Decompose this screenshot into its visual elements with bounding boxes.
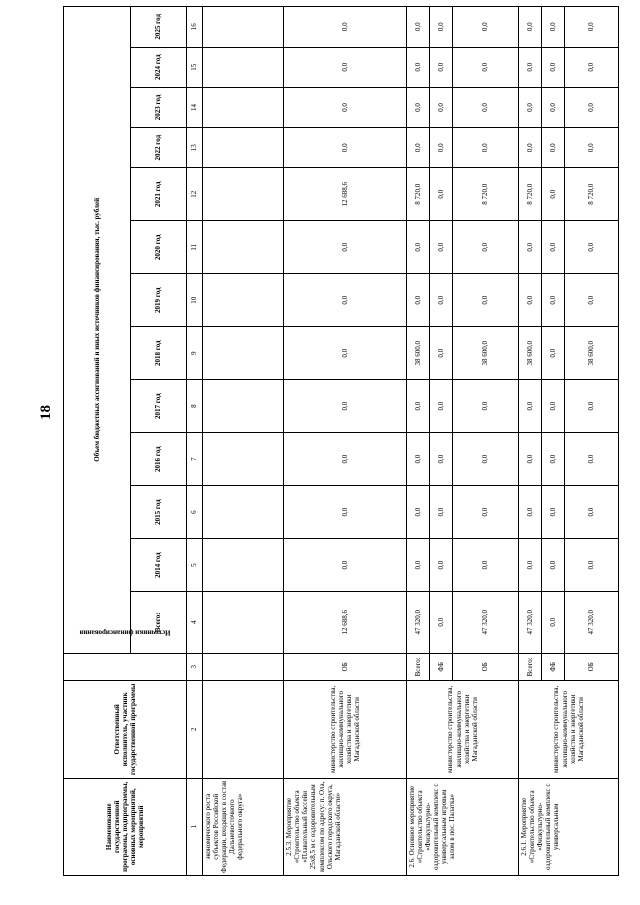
measure-261-value: 0,0 <box>519 486 542 539</box>
measure-253-value: 0,0 <box>284 433 407 486</box>
measure-26-value: 0,0 <box>406 486 429 539</box>
header-executor: Ответственный исполнитель, участник государственной программы <box>64 681 187 778</box>
measure-253-value: 0,0 <box>284 327 407 380</box>
measure-261-value: 0,0 <box>542 433 565 486</box>
measure-26-source: ФБ <box>429 653 452 681</box>
header-name: Наименование государственной программы, подпрограммы, основных мероприятий, мероприятий <box>64 778 187 875</box>
empty-cell <box>203 168 284 221</box>
measure-261-value: 0,0 <box>564 486 618 539</box>
measure-26-value: 0,0 <box>429 87 452 127</box>
col-number: 5 <box>186 539 203 592</box>
measure-253-value: 12 688,6 <box>284 168 407 221</box>
empty-cell <box>203 7 284 48</box>
measure-26-value: 0,0 <box>429 221 452 274</box>
header-year-2023: 2023 год <box>130 87 186 127</box>
col-number: 1 <box>186 778 203 875</box>
measure-26-value: 0,0 <box>406 47 429 87</box>
measure-26-value: 0,0 <box>406 87 429 127</box>
measure-261-value: 0,0 <box>564 221 618 274</box>
measure-261-value: 0,0 <box>564 274 618 327</box>
col-number: 4 <box>186 592 203 653</box>
measure-26-value: 0,0 <box>429 592 452 653</box>
budget-table-rotated <box>63 6 619 876</box>
measure-253-value: 0,0 <box>284 47 407 87</box>
empty-cell <box>203 592 284 653</box>
measure-261-value: 47 320,0 <box>519 592 542 653</box>
empty-cell <box>203 128 284 168</box>
measure-26-executor: министерство строительства, жилищно-коммунального хозяйства и энергетики Магаданской области <box>406 681 518 778</box>
measure-253-value: 0,0 <box>284 380 407 433</box>
measure-26-value: 0,0 <box>452 7 519 48</box>
measure-26-value: 0,0 <box>429 380 452 433</box>
measure-253-source: ОБ <box>284 653 407 681</box>
header-year-2024: 2024 год <box>130 47 186 87</box>
measure-261-value: 0,0 <box>564 539 618 592</box>
measure-26-source: ОБ <box>452 653 519 681</box>
header-year-2015: 2015 год <box>130 486 186 539</box>
measure-261-value: 0,0 <box>519 7 542 48</box>
measure-26-value: 0,0 <box>452 47 519 87</box>
measure-261-value: 0,0 <box>542 128 565 168</box>
col-number: 6 <box>186 486 203 539</box>
measure-26-value: 0,0 <box>452 221 519 274</box>
col-number: 7 <box>186 433 203 486</box>
measure-261-value: 0,0 <box>542 486 565 539</box>
measure-261-source: ФБ <box>542 653 565 681</box>
col-number: 11 <box>186 221 203 274</box>
empty-cell <box>203 221 284 274</box>
header-year-2014: 2014 год <box>130 539 186 592</box>
col-number: 16 <box>186 7 203 48</box>
measure-261-source: ОБ <box>564 653 618 681</box>
measure-261-value: 0,0 <box>542 87 565 127</box>
measure-261-value: 0,0 <box>519 274 542 327</box>
measure-26-value: 0,0 <box>406 274 429 327</box>
measure-261-value: 8 720,0 <box>564 168 618 221</box>
empty-cell <box>203 380 284 433</box>
empty-cell <box>203 653 284 681</box>
measure-261-name: 2.6.1. Мероприятие «Строительство объекта «Физкультурно-оздоровительный комплекс с универсальным <box>519 778 619 875</box>
measure-26-value: 0,0 <box>429 7 452 48</box>
measure-26-value: 0,0 <box>406 539 429 592</box>
measure-26-value: 0,0 <box>406 380 429 433</box>
empty-cell <box>203 433 284 486</box>
measure-253-value: 0,0 <box>284 486 407 539</box>
measure-26-value: 0,0 <box>429 539 452 592</box>
empty-cell <box>203 486 284 539</box>
header-source-text: Источники финансирования <box>79 628 171 637</box>
measure-26-value: 0,0 <box>452 274 519 327</box>
measure-253-value: 0,0 <box>284 87 407 127</box>
measure-26-value: 0,0 <box>452 486 519 539</box>
measure-261-value: 0,0 <box>564 87 618 127</box>
measure-26-value: 0,0 <box>406 433 429 486</box>
measure-26-value: 47 320,0 <box>406 592 429 653</box>
measure-26-value: 0,0 <box>406 221 429 274</box>
measure-261-value: 38 600,0 <box>519 327 542 380</box>
empty-cell <box>203 87 284 127</box>
header-year-2017: 2017 год <box>130 380 186 433</box>
col-number: 13 <box>186 128 203 168</box>
measure-26-value: 0,0 <box>429 486 452 539</box>
measure-261-value: 0,0 <box>564 380 618 433</box>
measure-26-value: 0,0 <box>429 433 452 486</box>
col-number: 12 <box>186 168 203 221</box>
measure-261-executor: министерство строительства, жилищно-коммунального хозяйства и энергетики Магаданской области <box>519 681 619 778</box>
measure-261-value: 0,0 <box>564 7 618 48</box>
col-number: 15 <box>186 47 203 87</box>
measure-253-value: 0,0 <box>284 7 407 48</box>
measure-261-value: 0,0 <box>542 47 565 87</box>
col-number: 2 <box>186 681 203 778</box>
measure-261-value: 0,0 <box>519 380 542 433</box>
measure-26-value: 0,0 <box>429 128 452 168</box>
measure-26-value: 0,0 <box>452 433 519 486</box>
measure-253-name: 2.5.3. Мероприятие «Строительство объекта «Плавательный бассейн 25х8,5 м с оздоровительным комплексом по адресу: п. Ола, Ольского городского округа, Магаданской области» <box>284 778 407 875</box>
measure-261-value: 0,0 <box>519 433 542 486</box>
measure-261-value: 0,0 <box>519 47 542 87</box>
measure-261-value: 0,0 <box>542 327 565 380</box>
measure-26-value: 0,0 <box>429 168 452 221</box>
measure-26-value: 0,0 <box>429 274 452 327</box>
header-year-2025: 2025 год <box>130 7 186 48</box>
header-year-2021: 2021 год <box>130 168 186 221</box>
measure-26-value: 8 720,0 <box>452 168 519 221</box>
measure-26-value: 0,0 <box>406 7 429 48</box>
header-year-2020: 2020 год <box>130 221 186 274</box>
empty-cell <box>203 539 284 592</box>
header-year-2019: 2019 год <box>130 274 186 327</box>
measure-261-value: 0,0 <box>519 221 542 274</box>
measure-26-value: 0,0 <box>406 128 429 168</box>
measure-261-value: 0,0 <box>542 539 565 592</box>
measure-261-value: 0,0 <box>542 168 565 221</box>
empty-cell <box>203 274 284 327</box>
measure-253-value: 0,0 <box>284 221 407 274</box>
col-number: 3 <box>186 653 203 681</box>
header-source <box>64 628 187 681</box>
measure-253-value: 0,0 <box>284 274 407 327</box>
header-year-2016: 2016 год <box>130 433 186 486</box>
measure-26-value: 0,0 <box>452 380 519 433</box>
measure-261-value: 0,0 <box>542 7 565 48</box>
measure-261-value: 0,0 <box>542 380 565 433</box>
measure-261-value: 0,0 <box>564 433 618 486</box>
measure-261-value: 0,0 <box>542 221 565 274</box>
header-year-2022: 2022 год <box>130 128 186 168</box>
measure-26-value: 38 600,0 <box>452 327 519 380</box>
measure-261-source: Всего: <box>519 653 542 681</box>
measure-26-value: 0,0 <box>429 47 452 87</box>
empty-cell <box>203 327 284 380</box>
measure-26-value: 0,0 <box>452 87 519 127</box>
col-number: 14 <box>186 87 203 127</box>
measure-26-value: 0,0 <box>452 128 519 168</box>
measure-26-source: Всего: <box>406 653 429 681</box>
col-number: 10 <box>186 274 203 327</box>
header-year-2018: 2018 год <box>130 327 186 380</box>
empty-cell <box>203 47 284 87</box>
measure-26-name: 2.6. Основное мероприятие «Строительство объекта «Физкультурно-оздоровительный комплекс с универсальным игровым залом в пос. Палатка» <box>406 778 518 875</box>
col-number: 9 <box>186 327 203 380</box>
col-number: 8 <box>186 380 203 433</box>
measure-253-value: 0,0 <box>284 539 407 592</box>
measure-261-value: 0,0 <box>519 87 542 127</box>
page-number: 18 <box>38 405 54 420</box>
measure-26-value: 0,0 <box>429 327 452 380</box>
measure-261-value: 38 600,0 <box>564 327 618 380</box>
measure-26-value: 0,0 <box>452 539 519 592</box>
header-total: Всего: <box>130 592 186 653</box>
measure-261-value: 0,0 <box>519 539 542 592</box>
measure-261-value: 0,0 <box>564 128 618 168</box>
measure-261-value: 0,0 <box>519 128 542 168</box>
measure-253-value: 0,0 <box>284 128 407 168</box>
measure-26-value: 47 320,0 <box>452 592 519 653</box>
measure-261-value: 0,0 <box>542 592 565 653</box>
measure-261-value: 0,0 <box>542 274 565 327</box>
budget-table <box>63 6 619 876</box>
continuation-text: экономического роста субъектов Российской Федерации, входящих в состав Дальневосточного федерального округа» <box>203 778 284 875</box>
header-volume: Объем бюджетных ассигнований и иных источников финансирования, тыс. рублей <box>64 7 131 654</box>
measure-261-value: 0,0 <box>564 47 618 87</box>
measure-253-total: 12 688,6 <box>284 592 407 653</box>
empty-cell <box>203 681 284 778</box>
measure-253-executor: министерство строительства, жилищно-коммунального хозяйства и энергетики Магаданской области <box>284 681 407 778</box>
measure-261-value: 8 720,0 <box>519 168 542 221</box>
measure-261-value: 47 320,0 <box>564 592 618 653</box>
measure-26-value: 38 600,0 <box>406 327 429 380</box>
measure-26-value: 8 720,0 <box>406 168 429 221</box>
